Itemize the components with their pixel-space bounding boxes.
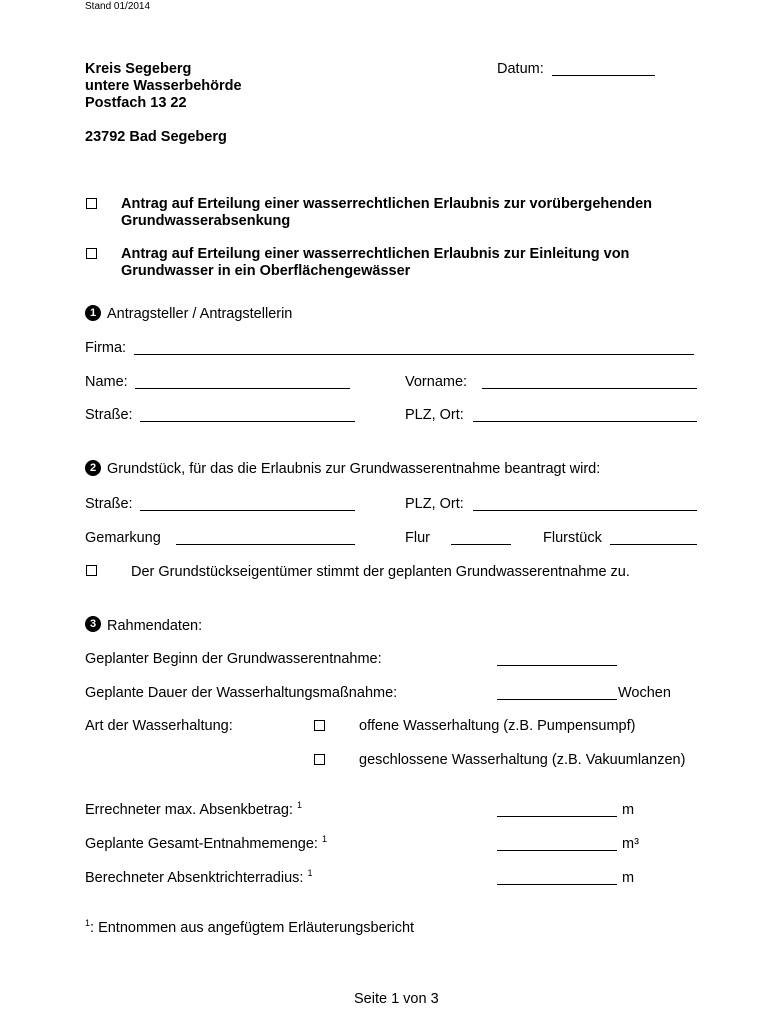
antrag-absenkung-checkbox[interactable]: [86, 198, 97, 209]
page-number: Seite 1 von 3: [354, 991, 439, 1007]
section-1-title: Antragsteller / Antragstellerin: [107, 306, 293, 322]
vorname-label: Vorname:: [405, 374, 468, 390]
firma-field[interactable]: [134, 354, 694, 355]
address-line-2: untere Wasserbehörde: [85, 78, 242, 94]
firma-label: Firma:: [85, 340, 127, 356]
entnahmemenge-footnote-mark: 1: [321, 834, 327, 844]
offene-wasserhaltung-checkbox[interactable]: [314, 720, 325, 731]
absenkbetrag-unit: m: [622, 802, 635, 818]
radius-unit: m: [622, 870, 635, 886]
antrag-einleitung-line-2: Grundwasser in ein Oberflächengewässer: [121, 263, 411, 279]
section-2-title: Grundstück, für das die Erlaubnis zur Grundwasserentnahme beantragt wird:: [107, 461, 601, 477]
flurstueck-field[interactable]: [610, 544, 697, 545]
address-line-1: Kreis Segeberg: [85, 61, 192, 77]
datum-label: Datum:: [497, 61, 544, 77]
absenkbetrag-field[interactable]: [497, 816, 617, 817]
datum-field[interactable]: [552, 75, 655, 76]
section-1-number-icon: 1: [85, 305, 101, 321]
geschlossene-wasserhaltung-checkbox[interactable]: [314, 754, 325, 765]
entnahmemenge-field[interactable]: [497, 850, 617, 851]
name-field[interactable]: [135, 388, 350, 389]
absenkbetrag-label: [85, 802, 302, 819]
absenkbetrag-text: Errechneter max. Absenkbetrag:: [85, 802, 293, 818]
beginn-field[interactable]: [497, 665, 617, 666]
name-label: Name:: [85, 374, 128, 390]
antrag-absenkung-line-1: Antrag auf Erteilung einer wasserrechtlichen Erlaubnis zur vorübergehenden: [121, 196, 652, 212]
dauer-label: Geplante Dauer der Wasserhaltungsmaßnahme:: [85, 685, 398, 701]
offene-wasserhaltung-label: offene Wasserhaltung (z.B. Pumpensumpf): [359, 718, 636, 734]
dauer-field[interactable]: [497, 699, 617, 700]
geschlossene-wasserhaltung-label: geschlossene Wasserhaltung (z.B. Vakuumlanzen): [359, 752, 686, 768]
entnahmemenge-label: [85, 836, 327, 853]
strasse-label-2: Straße:: [85, 496, 133, 512]
address-line-4: 23792 Bad Segeberg: [85, 129, 227, 145]
eigentuemer-label: Der Grundstückseigentümer stimmt der geplanten Grundwasserentnahme zu.: [131, 564, 630, 580]
beginn-label: Geplanter Beginn der Grundwasserentnahme:: [85, 651, 382, 667]
radius-label: [85, 870, 312, 887]
plz-ort-label-1: PLZ, Ort:: [405, 407, 464, 423]
plz-ort-field-1[interactable]: [473, 421, 697, 422]
entnahmemenge-text: Geplante Gesamt-Entnahmemenge:: [85, 836, 318, 852]
radius-footnote-mark: 1: [307, 868, 313, 878]
address-line-3: Postfach 13 22: [85, 95, 187, 111]
section-3-number-icon: 3: [85, 616, 101, 632]
flur-field[interactable]: [451, 544, 511, 545]
flur-label: Flur: [405, 530, 430, 546]
eigentuemer-checkbox[interactable]: [86, 565, 97, 576]
stand-date: Stand 01/2014: [85, 1, 151, 12]
footnote: [85, 920, 414, 937]
gemarkung-field[interactable]: [176, 544, 355, 545]
radius-field[interactable]: [497, 884, 617, 885]
flurstueck-label: Flurstück: [543, 530, 602, 546]
art-label: Art der Wasserhaltung:: [85, 718, 233, 734]
entnahmemenge-unit: m³: [622, 836, 639, 852]
footnote-text: : Entnommen aus angefügtem Erläuterungsbericht: [90, 920, 415, 936]
section-2-number-icon: 2: [85, 460, 101, 476]
dauer-unit: Wochen: [618, 685, 671, 701]
plz-ort-label-2: PLZ, Ort:: [405, 496, 464, 512]
antrag-einleitung-checkbox[interactable]: [86, 248, 97, 259]
antrag-einleitung-line-1: Antrag auf Erteilung einer wasserrechtlichen Erlaubnis zur Einleitung von: [121, 246, 630, 262]
strasse-label-1: Straße:: [85, 407, 133, 423]
radius-text: Berechneter Absenktrichterradius:: [85, 870, 304, 886]
strasse-field-2[interactable]: [140, 510, 355, 511]
absenkbetrag-footnote-mark: 1: [296, 800, 302, 810]
antrag-absenkung-line-2: Grundwasserabsenkung: [121, 213, 291, 229]
gemarkung-label: Gemarkung: [85, 530, 161, 546]
section-3-title: Rahmendaten:: [107, 618, 203, 634]
plz-ort-field-2[interactable]: [473, 510, 697, 511]
vorname-field[interactable]: [482, 388, 697, 389]
strasse-field-1[interactable]: [140, 421, 355, 422]
footnote-mark: 1: [85, 918, 91, 928]
